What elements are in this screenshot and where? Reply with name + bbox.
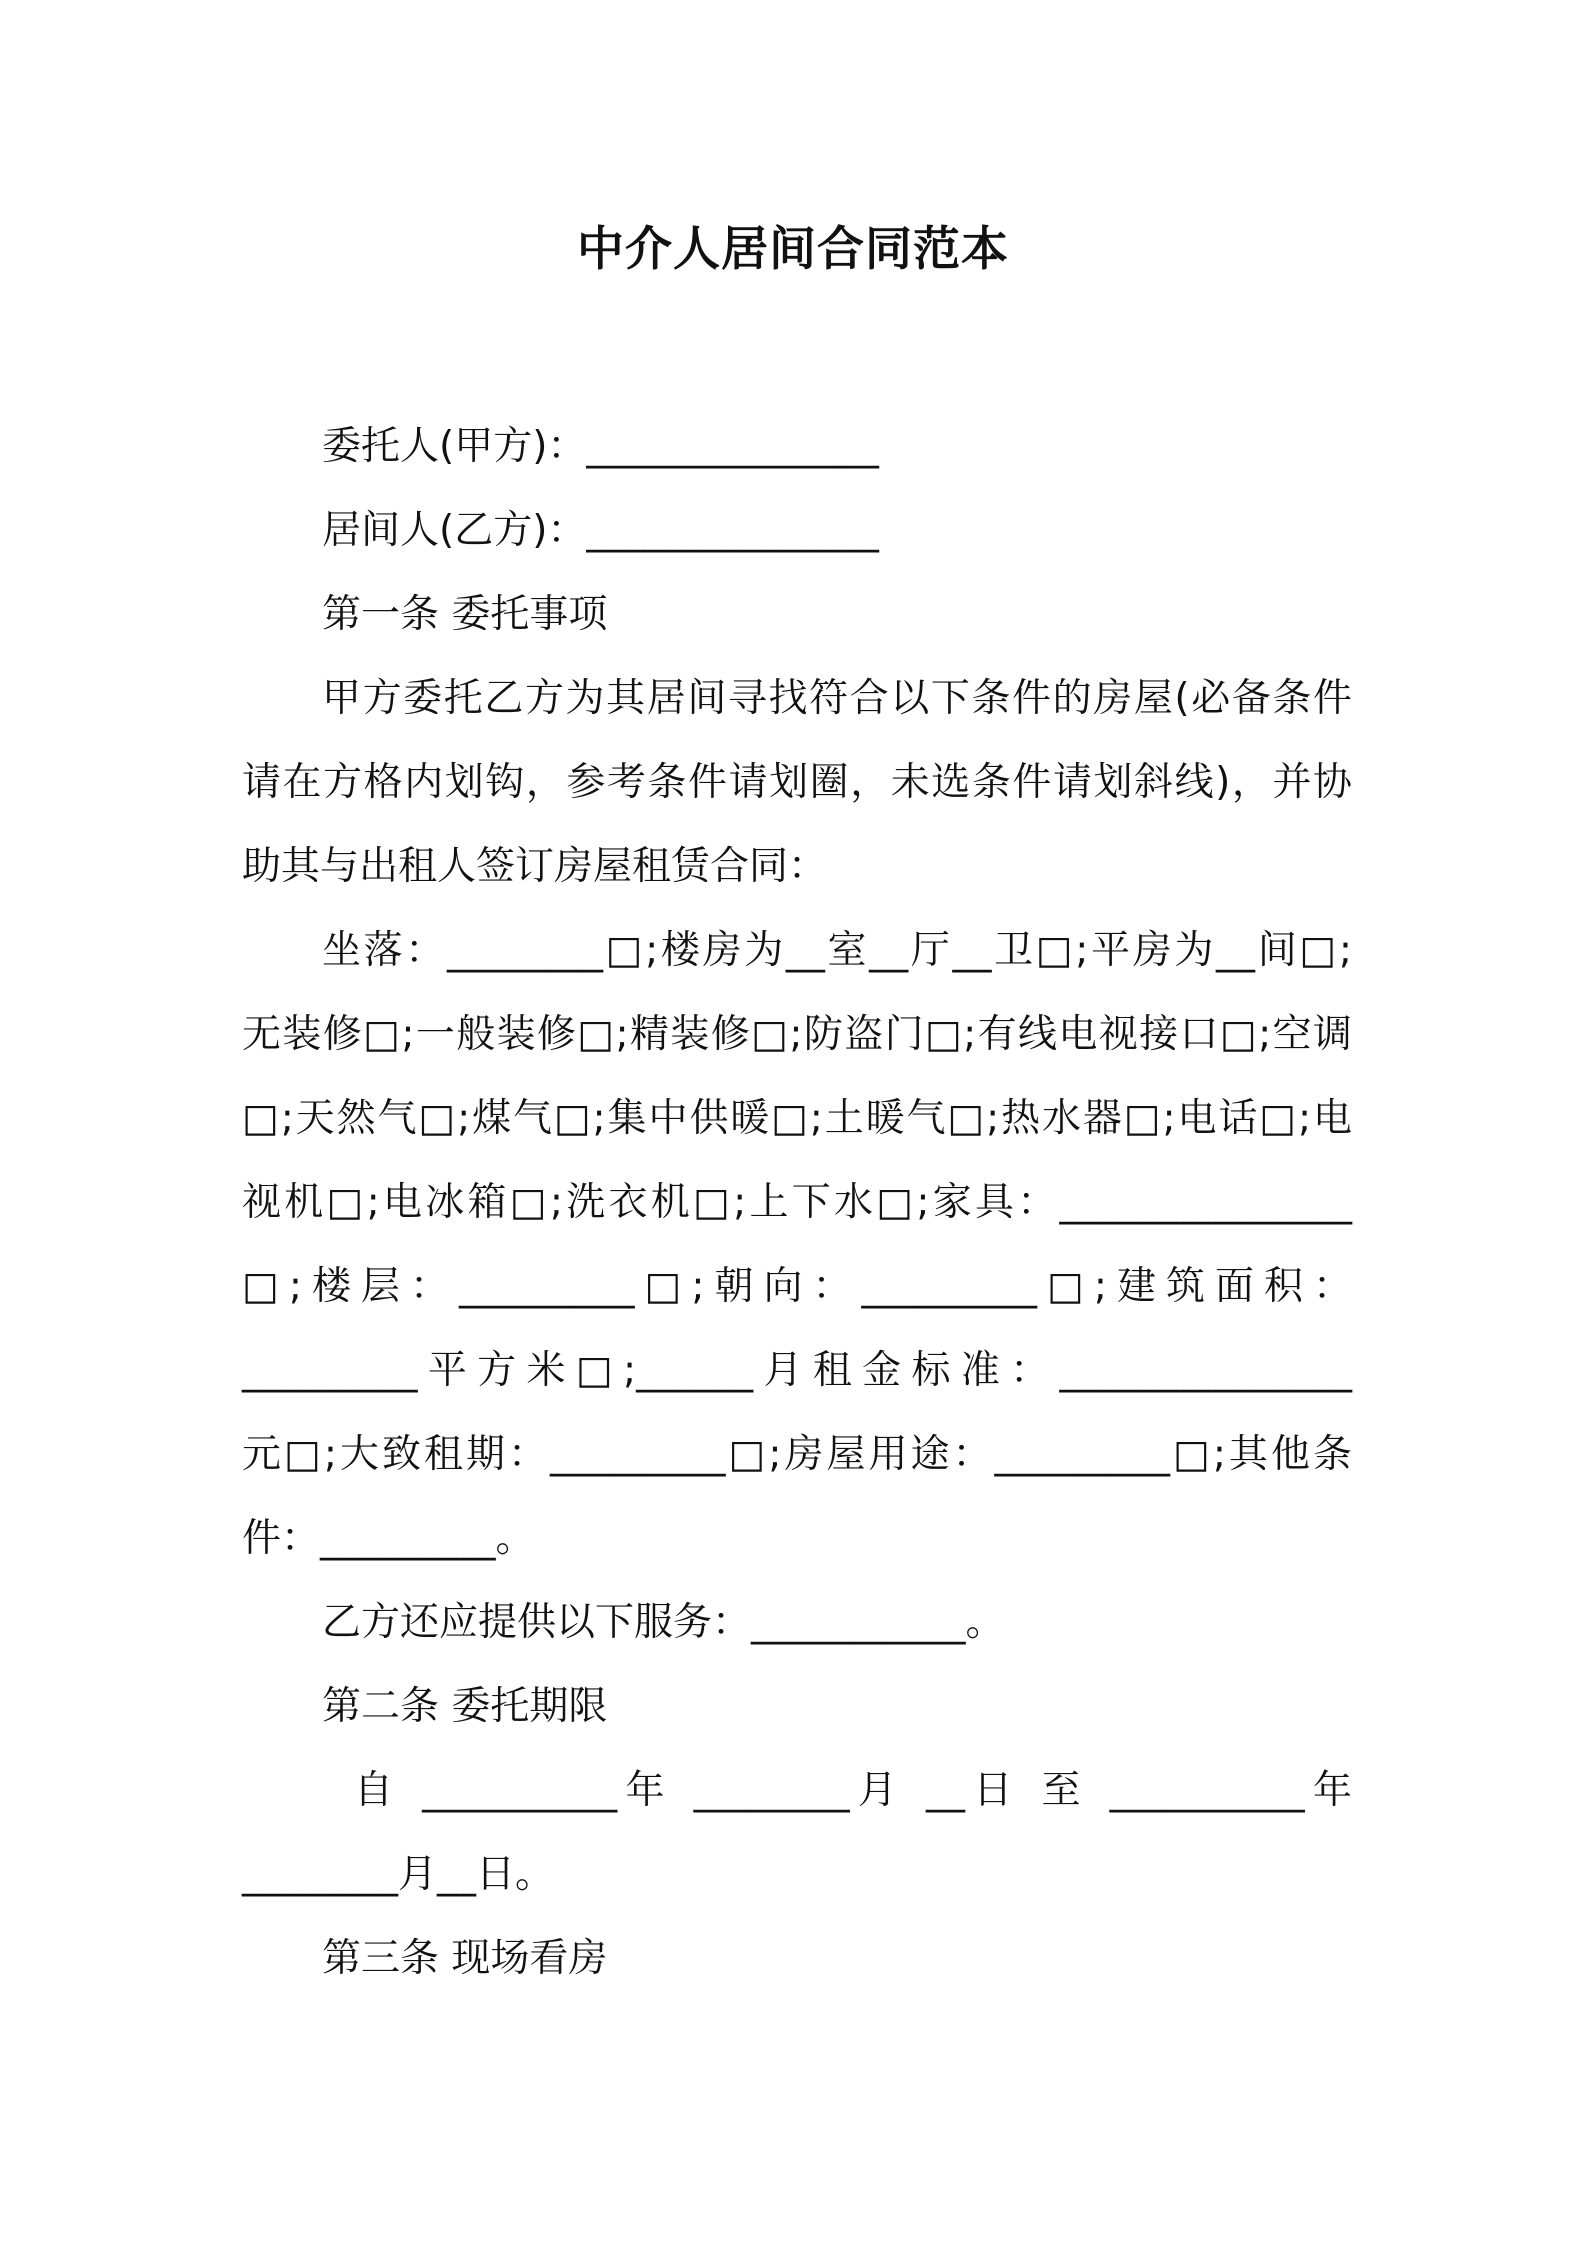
service-line: 乙方还应提供以下服务：___________。 [322,1600,1005,1645]
document-title: 中介人居间合同范本 [577,222,1009,277]
paragraph-line: 甲方委托乙方为其居间寻找符合以下条件的房屋(必备条件 [322,676,1352,721]
party-b-line: 居间人(乙方)：_______________ [322,508,879,553]
paragraph-line: 件：_________。 [242,1516,535,1561]
paragraph-line: 无装修□;一般装修□;精装修□;防盗门□;有线电视接口□;空调 [242,1012,1352,1057]
date-range-line: 自 __________年 ________月 __日 至 __________年 [354,1768,1352,1813]
paragraph-line: 元□;大致租期：_________□;房屋用途：_________□;其他条 [242,1432,1352,1477]
paragraph-line: 助其与出租人签订房屋租赁合同： [242,844,828,889]
article-3-heading: 第三条 现场看房 [322,1936,608,1981]
paragraph-line: 视机□;电冰箱□;洗衣机□;上下水□;家具：_______________ [242,1180,1352,1225]
date-range-end-line: ________月__日。 [242,1852,555,1897]
paragraph-line: 请在方格内划钩，参考条件请划圈，未选条件请划斜线)，并协 [242,760,1352,805]
paragraph-line: 坐落：________□;楼房为__室__厅__卫□;平房为__间□; [322,928,1352,973]
article-2-heading: 第二条 委托期限 [322,1684,608,1729]
paragraph-line: _________平方米□;______月租金标准：_______________ [242,1348,1352,1393]
paragraph-line: □;楼层：_________□;朝向：_________□;建筑面积： [242,1264,1352,1309]
document-body [242,405,1352,2001]
party-a-line: 委托人(甲方)：_______________ [322,424,879,469]
article-1-heading: 第一条 委托事项 [322,592,608,637]
paragraph-line: □;天然气□;煤气□;集中供暖□;土暖气□;热水器□;电话□;电 [242,1096,1352,1141]
